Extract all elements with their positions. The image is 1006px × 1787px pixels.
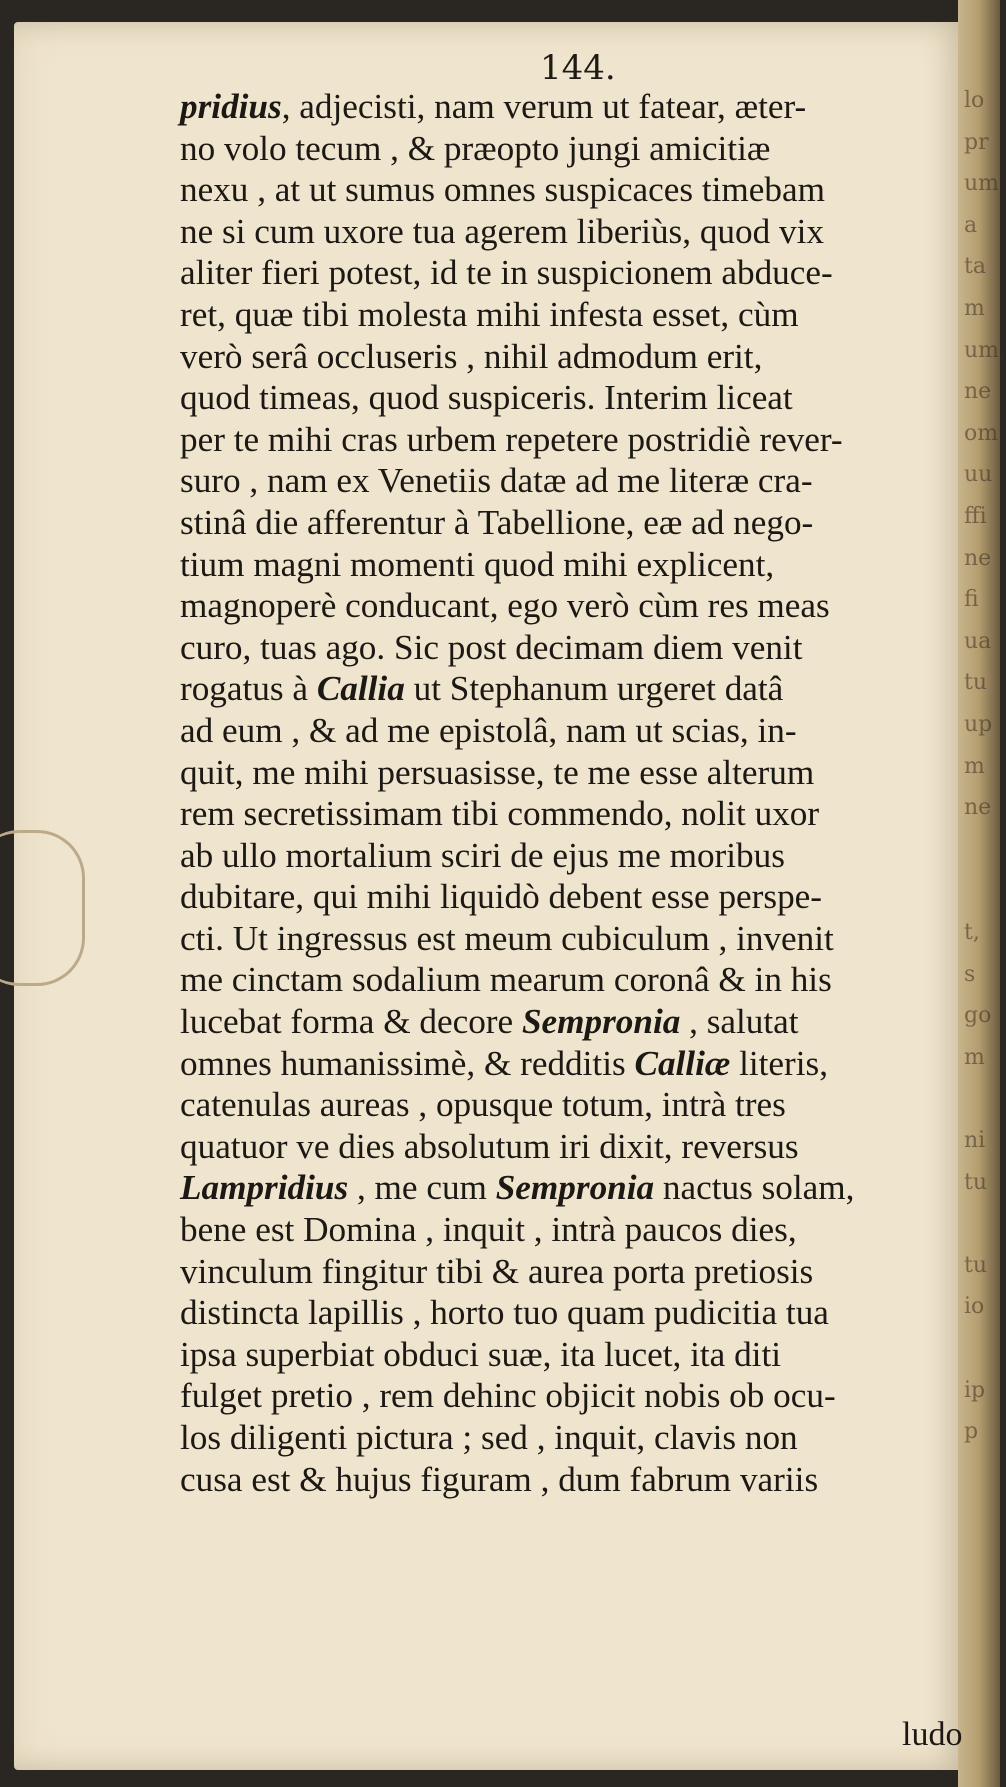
text-line: ne si cum uxore tua agerem liberiùs, quod vix: [180, 211, 824, 251]
edge-ghost-text: tu: [964, 1169, 988, 1195]
text-line: quod timeas, quod suspiceris. Interim liceat: [180, 378, 793, 418]
text-line: vinculum fingitur tibi & aurea porta pretiosis: [180, 1251, 814, 1291]
edge-ghost-text: t,: [964, 920, 980, 945]
text-line: rogatus à Callia ut Stephanum urgeret datâ: [180, 669, 784, 709]
italic-name: Callia: [316, 669, 405, 709]
edge-ghost-text: up: [964, 712, 993, 737]
text-line: catenulas aureas , opusque totum, intrà tres: [180, 1085, 786, 1125]
text-line: ad eum , & ad me epistolâ, nam ut scias, in-: [180, 710, 797, 750]
text-line: verò serâ occluseris , nihil admodum erit,: [180, 336, 763, 376]
text-line: ipsa superbiat obduci suæ, ita lucet, ita diti: [180, 1334, 782, 1374]
text-line: Lampridius , me cum Sempronia nactus solam,: [180, 1168, 855, 1208]
edge-ghost-text: pr: [964, 129, 989, 155]
edge-ghost-text: uu: [964, 462, 993, 488]
text-line: aliter fieri potest, id te in suspicionem abduce-: [180, 253, 833, 293]
text-line: stinâ die afferentur à Tabellione, eæ ad nego-: [180, 502, 814, 542]
text-line: bene est Domina , inquit , intrà paucos dies,: [180, 1210, 797, 1250]
edge-ghost-text: a: [964, 212, 978, 238]
edge-ghost-text: tu: [964, 670, 988, 696]
text-line: distincta lapillis , horto tuo quam pudicitia tua: [180, 1293, 829, 1333]
text-line: fulget pretio , rem dehinc objicit nobis ob ocu-: [180, 1376, 836, 1416]
edge-ghost-text: m: [964, 753, 985, 779]
edge-ghost-text: um,: [964, 337, 1006, 363]
italic-name: Calliæ: [634, 1043, 731, 1083]
text-line: lucebat forma & decore Sempronia , salutat: [180, 1002, 799, 1042]
edge-ghost-text: ta: [964, 254, 986, 280]
edge-ghost-text: ne: [964, 545, 992, 571]
text-line: rem secretissimam tibi commendo, nolit uxor: [180, 794, 820, 834]
text-line: ab ullo mortalium sciri de ejus me moribus: [180, 835, 785, 875]
italic-name: Sempronia: [521, 1002, 681, 1042]
italic-name: pridius: [180, 87, 282, 126]
text-line: cti. Ut ingressus est meum cubiculum , invenit: [180, 918, 834, 958]
text-line: pridius, adjecisti, nam verum ut fatear, æter-: [180, 87, 807, 126]
edge-ghost-text: ne: [964, 379, 992, 405]
text-line: suro , nam ex Venetiis datæ ad me literæ cra-: [180, 461, 813, 501]
edge-ghost-text: m: [964, 1044, 985, 1070]
page-clip: [0, 830, 85, 986]
text-line: no volo tecum , & præopto jungi amicitiæ: [180, 128, 771, 168]
text-line: dubitare, qui mihi liquidò debent esse perspe-: [180, 877, 823, 917]
edge-ghost-text: m: [964, 296, 985, 321]
edge-ghost-text: ua: [964, 628, 992, 654]
text-line: per te mihi cras urbem repetere postridiè rever-: [180, 419, 843, 459]
edge-ghost-text: om: [964, 420, 999, 446]
text-line: quit, me mihi persuasisse, te me esse alterum: [180, 752, 815, 792]
page-number: 144.: [540, 48, 616, 88]
text-line: quatuor ve dies absolutum iri dixit, reversus: [180, 1126, 799, 1166]
edge-ghost-text: lo: [964, 88, 985, 113]
text-line: magnoperè conducant, ego verò cùm res meas: [180, 586, 830, 626]
edge-ghost-text: go: [964, 1003, 992, 1029]
edge-ghost-text: ip: [964, 1377, 986, 1403]
edge-ghost-text: p: [964, 1419, 979, 1445]
catchword: ludo: [902, 1716, 963, 1753]
edge-ghost-text: um: [964, 171, 1000, 197]
text-line: curo, tuas ago. Sic post decimam diem venit: [180, 627, 803, 667]
text-line: omnes humanissimè, & redditis Calliæ literis,: [180, 1043, 829, 1083]
text-line: cusa est & hujus figuram , dum fabrum variis: [180, 1459, 819, 1499]
edge-ghost-text: tu: [964, 1252, 988, 1278]
body-text: [180, 86, 970, 1500]
italic-name: Lampridius: [180, 1168, 349, 1208]
text-line: ret, quæ tibi molesta mihi infesta esset, cùm: [180, 294, 799, 334]
text-line: los diligenti pictura ; sed , inquit, clavis non: [180, 1418, 798, 1457]
edge-ghost-text: ni: [964, 1128, 986, 1153]
edge-ghost-text: io: [964, 1294, 985, 1320]
edge-ghost-text: fi: [964, 587, 979, 613]
edge-ghost-text: s: [964, 961, 976, 987]
edge-ghost-text: ffi: [964, 504, 987, 529]
text-line: tium magni momenti quod mihi explicent,: [180, 544, 775, 584]
italic-name: Sempronia: [495, 1168, 655, 1208]
text-line: me cinctam sodalium mearum coronâ & in his: [180, 960, 832, 1000]
text-line: nexu , at ut sumus omnes suspicaces timebam: [180, 170, 825, 210]
edge-ghost-text: ne: [964, 795, 992, 821]
